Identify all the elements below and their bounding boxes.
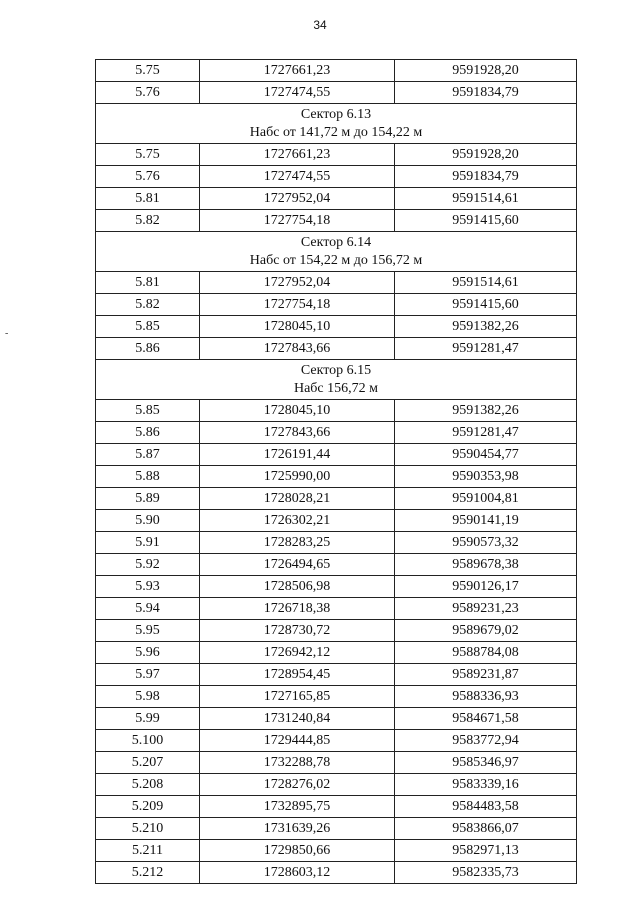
y-coordinate-cell: 9590353,98 bbox=[395, 466, 577, 488]
x-coordinate-cell: 1727952,04 bbox=[200, 272, 395, 294]
point-number-cell: 5.100 bbox=[96, 730, 200, 752]
x-coordinate-cell: 1732895,75 bbox=[200, 796, 395, 818]
coordinates-table bbox=[95, 59, 577, 884]
x-coordinate-cell: 1727754,18 bbox=[200, 294, 395, 316]
x-coordinate-cell: 1727843,66 bbox=[200, 422, 395, 444]
y-coordinate-cell: 9591514,61 bbox=[395, 272, 577, 294]
point-number-cell: 5.85 bbox=[96, 316, 200, 338]
y-coordinate-cell: 9588336,93 bbox=[395, 686, 577, 708]
x-coordinate-cell: 1726494,65 bbox=[200, 554, 395, 576]
x-coordinate-cell: 1731639,26 bbox=[200, 818, 395, 840]
y-coordinate-cell: 9583772,94 bbox=[395, 730, 577, 752]
table-row bbox=[96, 554, 577, 576]
y-coordinate-cell: 9591382,26 bbox=[395, 316, 577, 338]
x-coordinate-cell: 1728045,10 bbox=[200, 316, 395, 338]
x-coordinate-cell: 1728276,02 bbox=[200, 774, 395, 796]
y-coordinate-cell: 9589678,38 bbox=[395, 554, 577, 576]
y-coordinate-cell: 9591928,20 bbox=[395, 60, 577, 82]
y-coordinate-cell: 9591834,79 bbox=[395, 82, 577, 104]
x-coordinate-cell: 1728045,10 bbox=[200, 400, 395, 422]
sector-title: Сектор 6.14 bbox=[300, 234, 372, 250]
table-row bbox=[96, 422, 577, 444]
point-number-cell: 5.92 bbox=[96, 554, 200, 576]
x-coordinate-cell: 1728954,45 bbox=[200, 664, 395, 686]
table-row bbox=[96, 316, 577, 338]
sector-header-row bbox=[96, 360, 577, 400]
sector-title: Сектор 6.13 bbox=[300, 106, 372, 122]
y-coordinate-cell: 9591834,79 bbox=[395, 166, 577, 188]
point-number-cell: 5.88 bbox=[96, 466, 200, 488]
x-coordinate-cell: 1728283,25 bbox=[200, 532, 395, 554]
y-coordinate-cell: 9590454,77 bbox=[395, 444, 577, 466]
table-row bbox=[96, 840, 577, 862]
table-row bbox=[96, 272, 577, 294]
point-number-cell: 5.212 bbox=[96, 862, 200, 884]
x-coordinate-cell: 1729444,85 bbox=[200, 730, 395, 752]
table-row bbox=[96, 82, 577, 104]
table-row bbox=[96, 488, 577, 510]
sector-header bbox=[96, 232, 577, 272]
sector-elevation: Набс 156,72 м bbox=[293, 380, 379, 396]
x-coordinate-cell: 1727474,55 bbox=[200, 82, 395, 104]
table-row bbox=[96, 796, 577, 818]
table-row bbox=[96, 532, 577, 554]
y-coordinate-cell: 9583866,07 bbox=[395, 818, 577, 840]
table-row bbox=[96, 188, 577, 210]
point-number-cell: 5.99 bbox=[96, 708, 200, 730]
x-coordinate-cell: 1727952,04 bbox=[200, 188, 395, 210]
point-number-cell: 5.209 bbox=[96, 796, 200, 818]
table-row bbox=[96, 818, 577, 840]
table-row bbox=[96, 210, 577, 232]
x-coordinate-cell: 1727661,23 bbox=[200, 144, 395, 166]
y-coordinate-cell: 9583339,16 bbox=[395, 774, 577, 796]
x-coordinate-cell: 1725990,00 bbox=[200, 466, 395, 488]
x-coordinate-cell: 1726718,38 bbox=[200, 598, 395, 620]
point-number-cell: 5.90 bbox=[96, 510, 200, 532]
point-number-cell: 5.76 bbox=[96, 82, 200, 104]
table-row bbox=[96, 338, 577, 360]
y-coordinate-cell: 9591004,81 bbox=[395, 488, 577, 510]
sector-elevation: Набс от 154,22 м до 156,72 м bbox=[249, 252, 423, 268]
table-row bbox=[96, 400, 577, 422]
y-coordinate-cell: 9591928,20 bbox=[395, 144, 577, 166]
table-row bbox=[96, 620, 577, 642]
y-coordinate-cell: 9590573,32 bbox=[395, 532, 577, 554]
point-number-cell: 5.210 bbox=[96, 818, 200, 840]
point-number-cell: 5.81 bbox=[96, 188, 200, 210]
page-number: 34 bbox=[313, 18, 327, 32]
table-row bbox=[96, 730, 577, 752]
point-number-cell: 5.85 bbox=[96, 400, 200, 422]
point-number-cell: 5.82 bbox=[96, 210, 200, 232]
x-coordinate-cell: 1726191,44 bbox=[200, 444, 395, 466]
x-coordinate-cell: 1727474,55 bbox=[200, 166, 395, 188]
table-row bbox=[96, 664, 577, 686]
y-coordinate-cell: 9591382,26 bbox=[395, 400, 577, 422]
x-coordinate-cell: 1728730,72 bbox=[200, 620, 395, 642]
y-coordinate-cell: 9589231,23 bbox=[395, 598, 577, 620]
y-coordinate-cell: 9585346,97 bbox=[395, 752, 577, 774]
y-coordinate-cell: 9591415,60 bbox=[395, 294, 577, 316]
y-coordinate-cell: 9589231,87 bbox=[395, 664, 577, 686]
point-number-cell: 5.91 bbox=[96, 532, 200, 554]
table-row bbox=[96, 708, 577, 730]
table-row bbox=[96, 166, 577, 188]
y-coordinate-cell: 9589679,02 bbox=[395, 620, 577, 642]
x-coordinate-cell: 1731240,84 bbox=[200, 708, 395, 730]
y-coordinate-cell: 9584483,58 bbox=[395, 796, 577, 818]
table-row bbox=[96, 686, 577, 708]
table-row bbox=[96, 60, 577, 82]
y-coordinate-cell: 9588784,08 bbox=[395, 642, 577, 664]
sector-header bbox=[96, 360, 577, 400]
y-coordinate-cell: 9584671,58 bbox=[395, 708, 577, 730]
point-number-cell: 5.75 bbox=[96, 144, 200, 166]
point-number-cell: 5.76 bbox=[96, 166, 200, 188]
table-row bbox=[96, 144, 577, 166]
x-coordinate-cell: 1727843,66 bbox=[200, 338, 395, 360]
point-number-cell: 5.89 bbox=[96, 488, 200, 510]
table-row bbox=[96, 510, 577, 532]
coordinates-table-body bbox=[96, 60, 577, 884]
point-number-cell: 5.75 bbox=[96, 60, 200, 82]
table-row bbox=[96, 752, 577, 774]
x-coordinate-cell: 1728506,98 bbox=[200, 576, 395, 598]
y-coordinate-cell: 9591281,47 bbox=[395, 338, 577, 360]
x-coordinate-cell: 1727165,85 bbox=[200, 686, 395, 708]
x-coordinate-cell: 1726942,12 bbox=[200, 642, 395, 664]
y-coordinate-cell: 9582971,13 bbox=[395, 840, 577, 862]
x-coordinate-cell: 1726302,21 bbox=[200, 510, 395, 532]
point-number-cell: 5.211 bbox=[96, 840, 200, 862]
table-row bbox=[96, 444, 577, 466]
y-coordinate-cell: 9590141,19 bbox=[395, 510, 577, 532]
point-number-cell: 5.93 bbox=[96, 576, 200, 598]
sector-elevation: Набс от 141,72 м до 154,22 м bbox=[249, 124, 423, 140]
table-row bbox=[96, 294, 577, 316]
table-row bbox=[96, 862, 577, 884]
x-coordinate-cell: 1729850,66 bbox=[200, 840, 395, 862]
x-coordinate-cell: 1728028,21 bbox=[200, 488, 395, 510]
point-number-cell: 5.97 bbox=[96, 664, 200, 686]
point-number-cell: 5.207 bbox=[96, 752, 200, 774]
point-number-cell: 5.96 bbox=[96, 642, 200, 664]
margin-mark: - bbox=[5, 328, 9, 339]
x-coordinate-cell: 1732288,78 bbox=[200, 752, 395, 774]
point-number-cell: 5.86 bbox=[96, 338, 200, 360]
sector-header-row bbox=[96, 104, 577, 144]
point-number-cell: 5.81 bbox=[96, 272, 200, 294]
point-number-cell: 5.94 bbox=[96, 598, 200, 620]
table-row bbox=[96, 774, 577, 796]
point-number-cell: 5.86 bbox=[96, 422, 200, 444]
point-number-cell: 5.98 bbox=[96, 686, 200, 708]
table-row bbox=[96, 576, 577, 598]
table-row bbox=[96, 466, 577, 488]
y-coordinate-cell: 9591281,47 bbox=[395, 422, 577, 444]
sector-header-row bbox=[96, 232, 577, 272]
y-coordinate-cell: 9582335,73 bbox=[395, 862, 577, 884]
point-number-cell: 5.82 bbox=[96, 294, 200, 316]
sector-title: Сектор 6.15 bbox=[300, 362, 372, 378]
y-coordinate-cell: 9591514,61 bbox=[395, 188, 577, 210]
point-number-cell: 5.95 bbox=[96, 620, 200, 642]
sector-header bbox=[96, 104, 577, 144]
point-number-cell: 5.208 bbox=[96, 774, 200, 796]
x-coordinate-cell: 1727754,18 bbox=[200, 210, 395, 232]
table-row bbox=[96, 598, 577, 620]
x-coordinate-cell: 1728603,12 bbox=[200, 862, 395, 884]
point-number-cell: 5.87 bbox=[96, 444, 200, 466]
y-coordinate-cell: 9591415,60 bbox=[395, 210, 577, 232]
x-coordinate-cell: 1727661,23 bbox=[200, 60, 395, 82]
y-coordinate-cell: 9590126,17 bbox=[395, 576, 577, 598]
table-row bbox=[96, 642, 577, 664]
